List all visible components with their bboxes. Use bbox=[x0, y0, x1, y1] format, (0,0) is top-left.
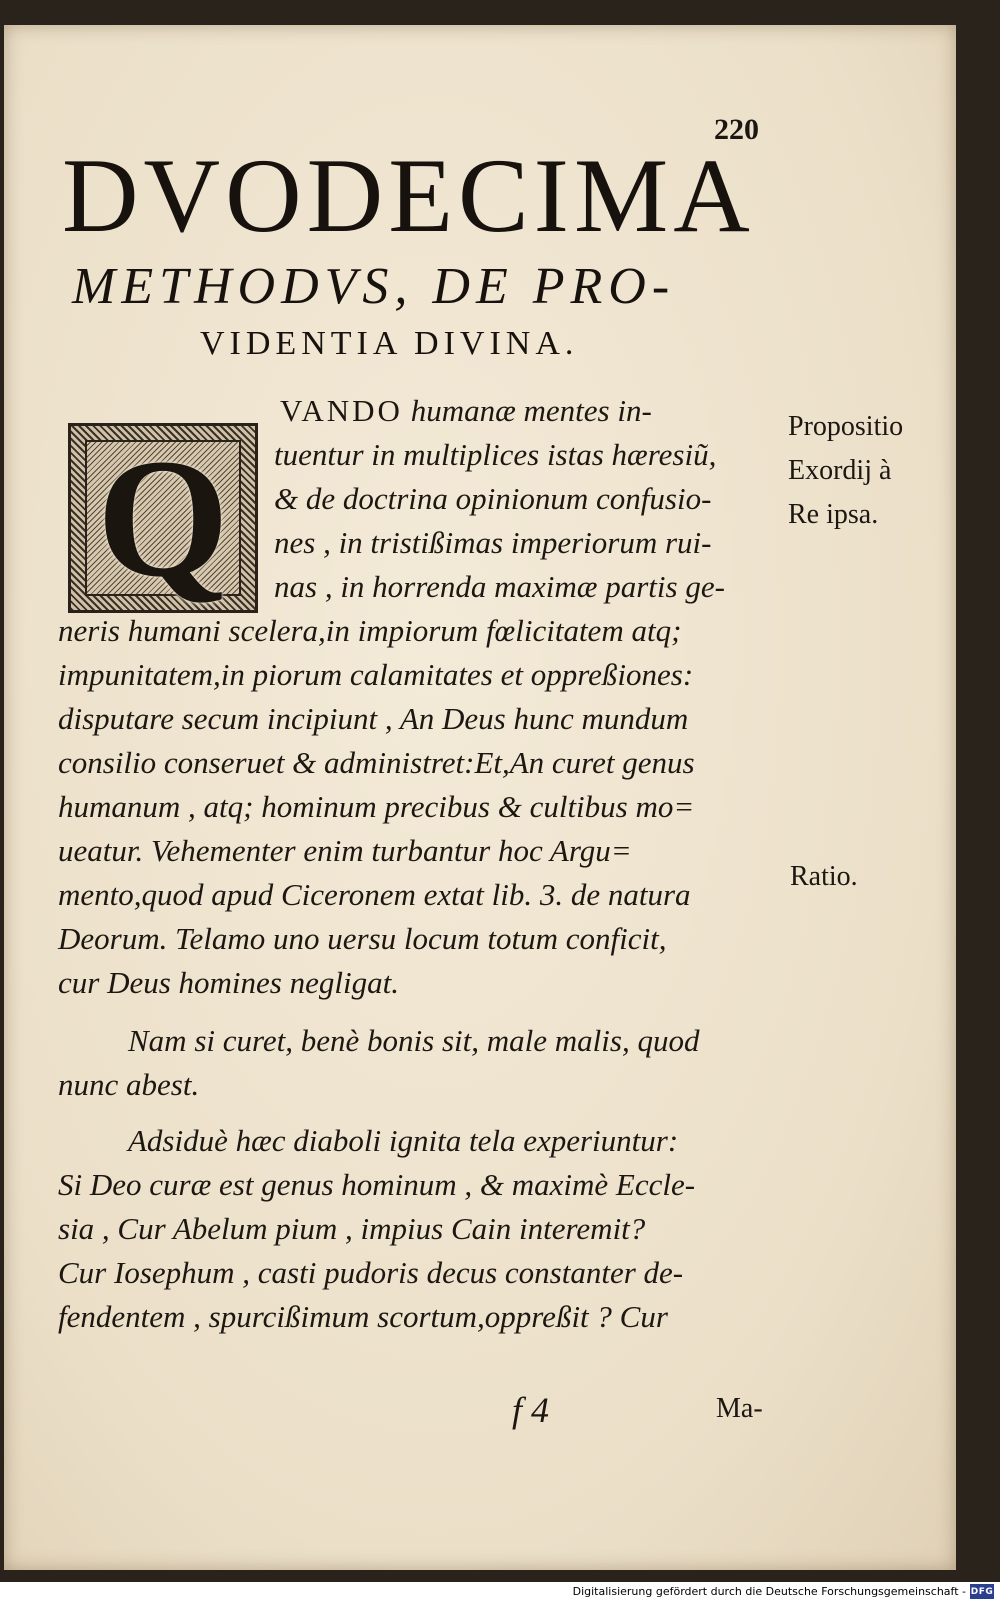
text-line-content: & de doctrina opinionum confusio- bbox=[274, 481, 712, 516]
text-line-content: humanæ mentes in- bbox=[402, 393, 652, 428]
margin-note-re-ipsa: Re ipsa. bbox=[788, 499, 879, 530]
text-line bbox=[58, 703, 688, 734]
text-line bbox=[58, 1301, 668, 1332]
chapter-subtitle-continued: VIDENTIA DIVINA. bbox=[200, 325, 579, 362]
text-line bbox=[128, 1025, 699, 1056]
text-line bbox=[58, 659, 693, 690]
text-line-content: Deorum. Telamo uno uersu locum totum conficit, bbox=[58, 921, 667, 956]
text-line-content: consilio conseruet & administret:Et,An curet genus bbox=[58, 745, 695, 780]
text-line-content: Nam si curet, benè bonis sit, male malis, quod bbox=[128, 1023, 700, 1058]
text-line-content: Si Deo curæ est genus hominum , & maximè Eccle- bbox=[58, 1167, 696, 1202]
chapter-subtitle: METHODVS, DE PRO- bbox=[72, 258, 676, 315]
text-line-content: cur Deus homines negligat. bbox=[58, 965, 399, 1000]
text-line-content: Adsiduè hæc diaboli ignita tela experiuntur: bbox=[128, 1123, 679, 1158]
text-line-capitals: VANDO bbox=[280, 393, 403, 428]
text-line bbox=[274, 439, 716, 470]
book-page bbox=[4, 25, 956, 1570]
text-line-content: tuentur in multiplices istas hæresiũ, bbox=[274, 437, 717, 472]
text-line bbox=[58, 1257, 683, 1288]
text-line-content: humanum , atq; hominum precibus & cultibus mo= bbox=[58, 789, 695, 824]
text-line bbox=[58, 923, 666, 954]
text-line-content: disputare secum incipiunt , An Deus hunc mundum bbox=[58, 701, 689, 736]
text-line-content: fendentem , spurcißimum scortum,oppreßit ? Cur bbox=[58, 1299, 668, 1334]
text-line bbox=[58, 791, 694, 822]
text-line bbox=[58, 967, 399, 998]
footer-credit: Digitalisierung gefördert durch die Deutsche Forschungsgemeinschaft - bbox=[572, 1585, 966, 1598]
text-line bbox=[274, 483, 711, 514]
text-line bbox=[274, 571, 725, 602]
margin-note-exordij: Exordij à bbox=[788, 455, 892, 486]
text-line bbox=[274, 527, 711, 558]
initial-letter: Q bbox=[96, 424, 230, 612]
text-line bbox=[58, 615, 681, 646]
text-line-content: nunc abest. bbox=[58, 1067, 200, 1102]
text-line-content: nas , in horrenda maximæ partis ge- bbox=[274, 569, 725, 604]
text-line bbox=[128, 1125, 678, 1156]
text-line bbox=[280, 395, 652, 426]
text-line-content: ueatur. Vehementer enim turbantur hoc Argu= bbox=[58, 833, 632, 868]
text-line bbox=[58, 879, 691, 910]
catchword: Ma- bbox=[716, 1393, 763, 1424]
signature-mark: f 4 bbox=[512, 1390, 550, 1430]
text-line-content: impunitatem,in piorum calamitates et oppreßiones: bbox=[58, 657, 694, 692]
page-number: 220 bbox=[714, 113, 759, 146]
decorated-initial bbox=[68, 423, 258, 613]
text-line-content: sia , Cur Abelum pium , impius Cain interemit? bbox=[58, 1211, 646, 1246]
text-line-content: Cur Iosephum , casti pudoris decus constanter de- bbox=[58, 1255, 684, 1290]
text-line bbox=[58, 835, 632, 866]
text-line bbox=[58, 1213, 645, 1244]
text-line bbox=[58, 1069, 199, 1100]
margin-note-propositio: Propositio bbox=[788, 411, 904, 442]
chapter-title: DVODECIMA bbox=[62, 137, 755, 254]
text-line-content: mento,quod apud Ciceronem extat lib. 3. de natura bbox=[58, 877, 691, 912]
text-line bbox=[58, 747, 695, 778]
margin-note-ratio: Ratio. bbox=[790, 861, 858, 892]
dfg-logo-icon: DFG bbox=[970, 1584, 994, 1599]
text-line-content: neris humani scelera,in impiorum fœlicitatem atq; bbox=[58, 613, 682, 648]
text-line bbox=[58, 1169, 695, 1200]
text-line-content: nes , in tristißimas imperiorum rui- bbox=[274, 525, 712, 560]
